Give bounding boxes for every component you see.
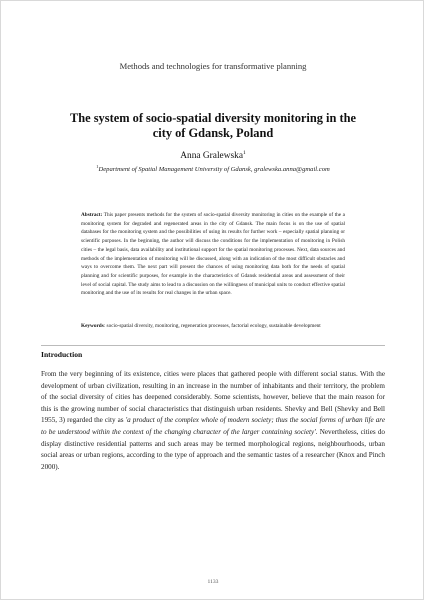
introduction-text-end: Nevertheless, cities do display distinctive residential patterns and such areas may be termed morphological regions, neighbourhoods, urban social areas or urban regions, according to the type of approach and the semantic tastes of a researcher (Knox and Pinch 2000).: [41, 427, 385, 471]
introduction-text-start: From the very beginning of its existence, cities were places that gathered people with different social status. With the development of urban civilization, resulting in an increase in the number of inhabitants and their territory, the problem of the social diversity of cities has deepened considerably. Some scientists, however, believe that the main reason for this is the growing number of social characteristics that distinguish urban residents. Shevky and Bell (Shevky and Bell 1955, 3) regarded the city as: [41, 370, 385, 425]
running-header: Methods and technologies for transformative planning: [119, 61, 307, 71]
author-line: [1, 150, 424, 161]
abstract-label: Abstract:: [81, 212, 103, 218]
introduction-quote: 'a product of the complex whole of modern society; thus the social forms of urban life are to be understood within the context of the changing character of the larger containing society'.: [41, 416, 385, 436]
introduction-paragraph: [41, 369, 385, 473]
abstract-text: This paper presents methods for the system of socio-spatial diversity monitoring in cities on the example of the a monitoring system for degraded and regenerated areas in the city of Gdansk. The main focus is on the use of spatial databases for the monitoring system and the possibilities of using its results for further work – especially spatial planning or scientific purposes. In the beginning, the author will discuss the conditions for the implementation of monitoring in Polish cities – the legal basis, data availability and institutional support for the spatial monitoring processes. Next, data sources and methods of the implementation of monitoring will be discussed, along with an indication of the most difficult obstacles and ways to overcome them. The next part will present the chances of using monitoring data both for the needs of spatial planning and for scientific purposes, for example in the characteristics of Gdansk residential areas and assessment of their level of social capital. The study aims to lead to a discussion on the willingness of municipal units to conduct effective spatial monitoring and the use of its results for real changes in the urban space.: [81, 212, 345, 297]
author-name: Anna Gralewska: [180, 151, 243, 162]
keywords: [81, 322, 345, 331]
page-number: 1133: [207, 579, 219, 585]
affiliation-marker: 1: [96, 164, 99, 169]
paper-title: The system of socio-spatial diversity monitoring in the city of Gdansk, Poland: [69, 111, 356, 140]
author-marker: 1: [243, 150, 246, 156]
abstract: [81, 211, 345, 298]
keywords-text: : socio-spatial diversity, monitoring, regeneration processes, factorial ecology, sustainable development: [103, 323, 321, 329]
affiliation-text: Department of Spatial Management University of Gdansk, gralewska.anna@gmail.com: [98, 166, 330, 174]
keywords-label: Keywords: [81, 323, 104, 329]
section-divider: [41, 345, 385, 346]
introduction-heading: Introduction: [41, 350, 83, 359]
affiliation-line: [1, 164, 424, 173]
